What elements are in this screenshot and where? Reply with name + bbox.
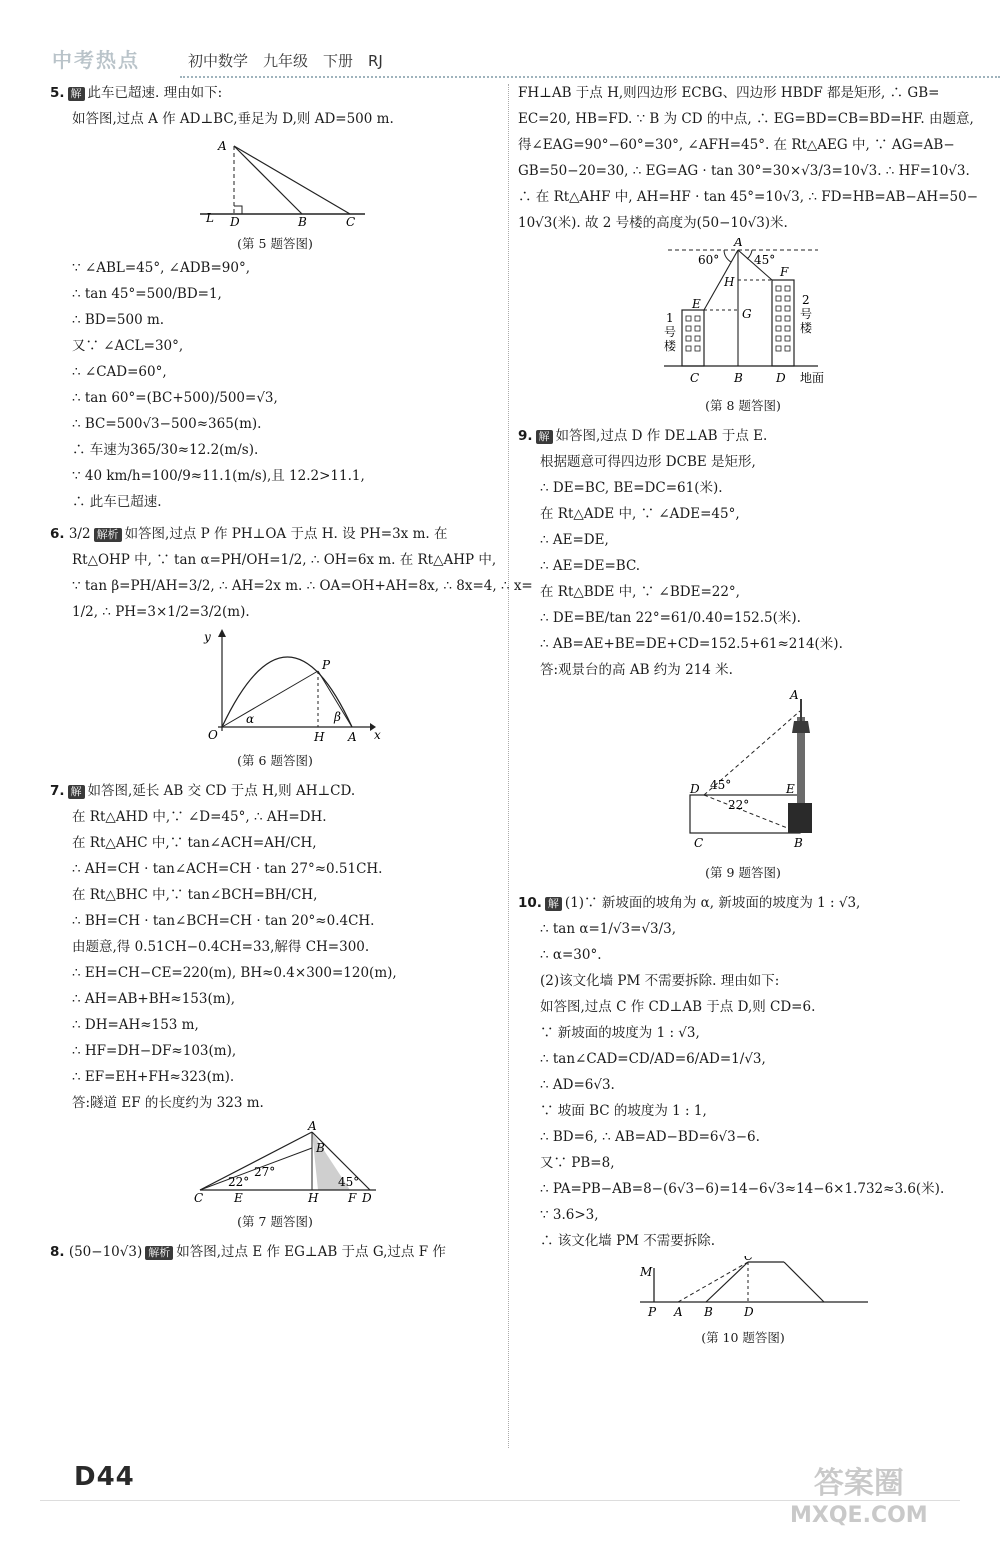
text-line: ∴ AE=DE, [540,532,609,548]
angle-22: 22° [228,1175,250,1189]
label-E: E [786,782,795,796]
label-C: C [194,1191,204,1204]
text-line: ∴ tan∠CAD=CD/AD=6/AD=1/√3, [540,1051,766,1067]
angle-45: 45° [754,253,776,267]
text-line: 在 Rt△ADE 中, ∵ ∠ADE=45°, [540,506,740,522]
figure-q8 [518,238,968,415]
text-line: ∵ 坡面 BC 的坡度为 1 : 1, [540,1103,707,1119]
text-line: ∴ AH=CH · tan∠ACH=CH · tan 27°≈0.51CH. [72,861,383,877]
text-line: 又∵ ∠ACL=30°, [72,338,184,354]
label-x: x [374,728,381,742]
column-divider [508,84,509,1448]
figure-q7 [50,1118,500,1231]
label-H: H [724,275,735,289]
building-2-label: 楼 [800,321,813,335]
text-line: ∴ AH=AB+BH≈153(m), [72,991,236,1007]
text-line: 在 Rt△BHC 中,∵ tan∠BCH=BH/CH, [72,887,318,903]
figure-q5 [50,134,500,253]
text: 如答图,过点 P 作 PH⊥OA 于点 H. 设 PH=3x m. 在 [124,526,448,542]
watermark [790,1468,928,1532]
text-line: ∴ 该文化墙 PM 不需要拆除. [540,1233,716,1249]
answer: (50−10√3) [68,1244,143,1260]
figure-caption: (第 8 题答图) [705,398,781,413]
text: 如答图,延长 AB 交 CD 于点 H,则 AH⊥CD. [87,783,356,799]
text-line: ∴ EF=EH+FH≈323(m). [72,1069,235,1085]
text-line: (2)该文化墙 PM 不需要拆除. 理由如下: [540,973,780,989]
text-line: ∴ ∠CAD=60°, [72,364,167,380]
text-line: ∵ 新坡面的坡度为 1 : √3, [540,1025,700,1041]
text-line: ∴ PA=PB−AB=8−(6√3−6)=14−6√3≈14−6×1.732≈3.6(米). [540,1181,945,1197]
label-A: A [674,1305,683,1319]
page-header [40,40,980,78]
text-line: EC=20, HB=FD. ∵ B 为 CD 的中点, ∴ EG=BD=CB=BD=HF. 由题意, [518,111,974,127]
question-number: 6. [50,526,65,542]
text-line: ∴ 车速为365/30≈12.2(m/s). [72,442,259,458]
diagram-q5 [50,134,500,226]
angle-22: 22° [728,798,750,812]
label-alpha: α [246,712,255,726]
figure-q6 [50,627,500,770]
question-number: 8. [50,1244,65,1260]
question-number: 10. [518,895,542,911]
label-P: P [648,1305,657,1319]
building-2-label: 号 [800,307,813,321]
building-1-label: 楼 [664,339,677,353]
ground-label: 地面 [800,371,825,385]
answer-tag: 解 [68,87,85,101]
text-line: ∴ 此车已超速. [72,494,162,510]
text-line: ∴ α=30°. [540,947,602,963]
figure-caption: (第 6 题答图) [237,753,313,768]
analysis-tag: 解析 [145,1246,173,1260]
label-B: B [704,1305,713,1319]
label-C: C [346,215,356,226]
analysis-tag: 解析 [94,528,122,542]
figure-caption: (第 9 题答图) [705,865,781,880]
label-A: A [790,688,799,702]
text-line: 在 Rt△AHC 中,∵ tan∠ACH=AH/CH, [72,835,317,851]
question-5-line [50,80,500,106]
figure-caption: (第 10 题答图) [701,1330,785,1345]
text-line: 1/2, ∴ PH=3×1/2=3/2(m). [72,604,250,620]
label-A: A [308,1119,317,1133]
text-line: 在 Rt△AHD 中,∵ ∠D=45°, ∴ AH=DH. [72,809,327,825]
building-1-label: 1 [666,311,674,325]
answer-tag: 解 [536,430,553,444]
text-line: 答:隧道 EF 的长度约为 323 m. [72,1095,264,1111]
figure-caption: (第 5 题答图) [237,236,313,251]
text-line: 根据题意可得四边形 DCBE 是矩形, [540,454,756,470]
text-line: ∴ DE=BC, BE=DC=61(米). [540,480,723,496]
text-line: 在 Rt△BDE 中, ∵ ∠BDE=22°, [540,584,740,600]
label-C: C [744,1256,754,1263]
question-number: 9. [518,428,533,444]
building-1-label: 号 [664,325,677,339]
label-G: G [742,307,752,321]
angle-45: 45° [338,1175,360,1189]
text-line: 如答图,过点 A 作 AD⊥BC,垂足为 D,则 AD=500 m. [72,111,394,127]
text-line: ∵ 3.6>3, [540,1207,599,1223]
figure-caption: (第 7 题答图) [237,1214,313,1229]
label-A: A [218,139,227,153]
text-line: ∴ BC=500√3−500≈365(m). [72,416,262,432]
label-M: M [640,1265,653,1279]
angle-60: 60° [698,253,720,267]
text-line: 得∠EAG=90°−60°=30°, ∠AFH=45°. 在 Rt△AEG 中, ∵ AG=AB− [518,137,955,153]
text-line: ∴ BH=CH · tan∠BCH=CH · tan 20°≈0.4CH. [72,913,375,929]
label-H: H [314,730,325,743]
text-line: ∵ tan β=PH/AH=3/2, ∴ AH=2x m. ∴ OA=OH+AH=8x, ∴ 8x=4, ∴ x= [72,578,533,594]
text-line: ∴ tan 45°=500/BD=1, [72,286,222,302]
answer-tag: 解 [545,897,562,911]
label-y: y [204,630,211,644]
brand-logo: 中考热点 [52,48,140,72]
text-line: 答:观景台的高 AB 约为 214 米. [540,662,733,678]
label-C: C [694,836,704,850]
question-number: 7. [50,783,65,799]
text-line: ∴ AB=AE+BE=DE+CD=152.5+61≈214(米). [540,636,843,652]
text-line: ∵ ∠ABL=45°, ∠ADB=90°, [72,260,250,276]
label-H: H [308,1191,319,1204]
label-A: A [348,730,357,743]
text-line: Rt△OHP 中, ∵ tan α=PH/OH=1/2, ∴ OH=6x m. 在 Rt△AHP 中, [72,552,497,568]
text: (1)∵ 新坡面的坡角为 α, 新坡面的坡度为 1 : √3, [564,895,861,911]
label-F: F [348,1191,357,1204]
label-D: D [744,1305,754,1319]
label-D: D [690,782,700,796]
answer-tag: 解 [68,785,85,799]
label-O: O [208,728,218,742]
label-C: C [690,371,700,385]
question-7-line [50,778,500,804]
label-B: B [794,836,803,850]
question-10-line [518,890,968,916]
right-column [518,80,979,1349]
watermark-text: 答案圈 [813,1466,904,1501]
angle-45: 45° [710,778,732,792]
label-D: D [362,1191,372,1204]
text-line: ∴ HF=DH−DF≈103(m), [72,1043,237,1059]
text-line: ∴ DE=BE/tan 22°=61/0.40=152.5(米). [540,610,801,626]
text-line: 又∵ PB=8, [540,1155,615,1171]
label-F: F [780,265,789,279]
diagram-q8 [518,238,968,388]
label-beta: β [334,710,341,724]
text-line: GB=50−20=30, ∴ EG=AG · tan 30°=30×√3/3=10√3. ∴ HF=10√3. [518,163,970,179]
subject-label: 初中数学 九年级 下册 RJ [188,52,383,70]
answer: 3/2 [68,526,91,542]
text-line: ∴ tan 60°=(BC+500)/500=√3, [72,390,278,406]
diagram-q10 [518,1256,968,1320]
text-line: 10√3(米). 故 2 号楼的高度为(50−10√3)米. [518,215,788,231]
building-2-label: 2 [802,293,810,307]
text-line: ∴ AE=DE=BC. [540,558,641,574]
question-number: 5. [50,85,65,101]
left-column [50,80,533,1265]
text: 如答图,过点 D 作 DE⊥AB 于点 E. [555,428,768,444]
question-8-line [50,1239,500,1265]
text-line: ∴ tan α=1/√3=√3/3, [540,921,677,937]
text-line: ∴ AD=6√3. [540,1077,615,1093]
label-B: B [734,371,743,385]
figure-q10 [518,1256,968,1347]
page-number: D44 [74,1462,135,1492]
angle-27: 27° [254,1165,276,1179]
question-6-line [50,521,500,547]
text-line: ∴ DH=AH≈153 m, [72,1017,199,1033]
text-line: 如答图,过点 C 作 CD⊥AB 于点 D,则 CD=6. [540,999,816,1015]
label-D: D [230,215,240,226]
text-line: ∴ EH=CH−CE=220(m), BH≈0.4×300=120(m), [72,965,397,981]
diagram-q9 [518,685,968,855]
label-P: P [322,658,331,672]
diagram-q7 [50,1118,500,1204]
text-line: ∴ 在 Rt△AHF 中, AH=HF · tan 45°=10√3, ∴ FD=HB=AB−AH=50− [518,189,979,205]
diagram-q6 [50,627,500,743]
label-L: L [206,211,214,225]
figure-q9 [518,685,968,882]
text-line: FH⊥AB 于点 H,则四边形 ECBG、四边形 HBDF 都是矩形, ∴ GB= [518,85,940,101]
label-E: E [692,297,701,311]
header-divider [180,76,1000,78]
text-line: ∴ BD=500 m. [72,312,165,328]
text-line: ∴ BD=6, ∴ AB=AD−BD=6√3−6. [540,1129,760,1145]
text-line: 由题意,得 0.51CH−0.4CH=33,解得 CH=300. [72,939,370,955]
text-line: ∵ 40 km/h=100/9≈11.1(m/s),且 12.2>11.1, [72,468,365,484]
question-9-line [518,423,968,449]
text: 此车已超速. 理由如下: [87,85,223,101]
label-E: E [234,1191,243,1204]
label-B: B [316,1141,325,1155]
text: 如答图,过点 E 作 EG⊥AB 于点 G,过点 F 作 [176,1244,446,1260]
label-B: B [298,215,307,226]
label-D: D [776,371,786,385]
label-A: A [734,238,743,249]
watermark-url: MXQE.COM [790,1503,928,1528]
